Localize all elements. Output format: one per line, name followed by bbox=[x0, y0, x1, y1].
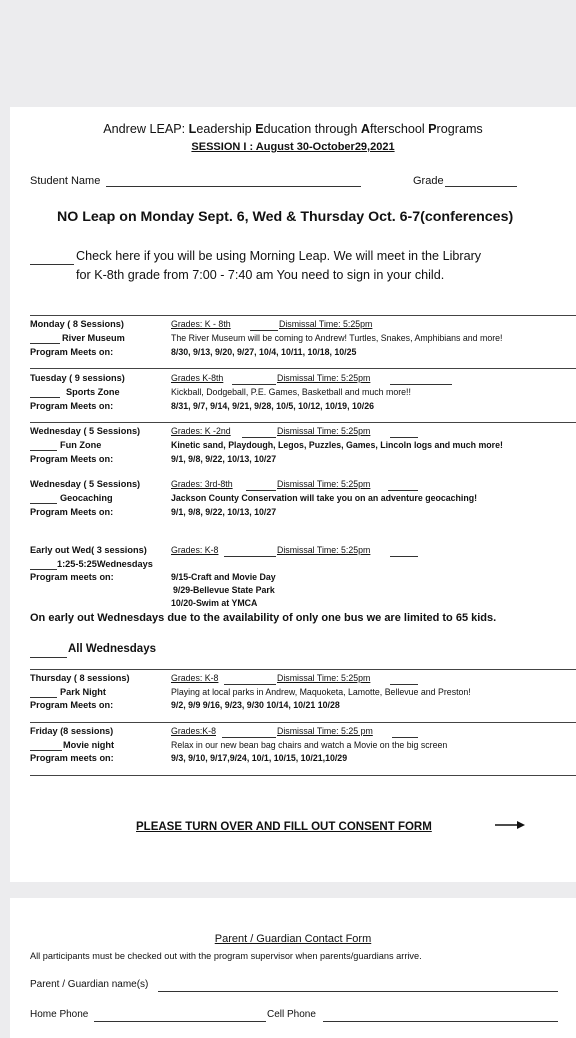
grades: Grades: K -2nd bbox=[171, 426, 231, 436]
description: Kinetic sand, Playdough, Legos, Puzzles, Games, Lincoln logs and much more! bbox=[171, 440, 503, 450]
description: Kickball, Dodgeball, P.E. Games, Basketball and much more!! bbox=[171, 387, 411, 397]
signup-blank[interactable] bbox=[30, 450, 57, 451]
program-day: Thursday ( 8 sessions) bbox=[30, 673, 130, 683]
description: Playing at local parks in Andrew, Maquoketa, Lamotte, Bellevue and Preston! bbox=[171, 687, 471, 697]
underline bbox=[390, 384, 452, 385]
cell-phone-label: Cell Phone bbox=[267, 1009, 316, 1020]
underline bbox=[222, 737, 276, 738]
dates: 9/1, 9/8, 9/22, 10/13, 10/27 bbox=[171, 454, 277, 464]
grades: Grades:K-8 bbox=[171, 726, 216, 736]
signup-blank[interactable] bbox=[30, 569, 57, 570]
program-name: River Museum bbox=[62, 333, 125, 343]
turn-over-notice: PLEASE TURN OVER AND FILL OUT CONSENT FORM bbox=[136, 821, 432, 833]
cell-phone-field[interactable] bbox=[323, 1021, 558, 1022]
program-name: Sports Zone bbox=[66, 387, 120, 397]
no-leap-notice: NO Leap on Monday Sept. 6, Wed & Thursday Oct. 6-7(conferences) bbox=[57, 209, 514, 225]
underline bbox=[250, 330, 278, 331]
dates: 8/31, 9/7, 9/14, 9/21, 9/28, 10/5, 10/12, 10/19, 10/26 bbox=[171, 401, 374, 411]
dates: 8/30, 9/13, 9/20, 9/27, 10/4, 10/11, 10/18, 10/25 bbox=[171, 347, 357, 357]
bus-limit-warning: On early out Wednesdays due to the availability of only one bus we are limited to 65 kids. bbox=[30, 612, 497, 624]
home-phone-label: Home Phone bbox=[30, 1009, 89, 1020]
program-name: Geocaching bbox=[60, 493, 113, 503]
program-day: Friday (8 sessions) bbox=[30, 726, 114, 736]
dismissal-time: Dismissal Time: 5:25pm bbox=[277, 545, 371, 555]
description: Relax in our new bean bag chairs and watch a Movie on the big screen bbox=[171, 740, 448, 750]
dates: 9/1, 9/8, 9/22, 10/13, 10/27 bbox=[171, 507, 277, 517]
all-wednesdays-label: All Wednesdays bbox=[68, 643, 156, 655]
dismissal-time: Dismissal Time: 5:25pm bbox=[277, 373, 371, 383]
divider bbox=[30, 422, 576, 423]
meets-label: Program meets on: bbox=[30, 572, 114, 582]
contact-form-title: Parent / Guardian Contact Form bbox=[214, 933, 372, 945]
morning-leap-line1: Check here if you will be using Morning Leap. We will meet in the Library bbox=[76, 249, 482, 263]
early-out-date-3: 10/20-Swim at YMCA bbox=[171, 598, 258, 608]
dismissal-time: Dismissal Time: 5:25 pm bbox=[277, 726, 373, 736]
underline bbox=[232, 384, 276, 385]
dismissal-time: Dismissal Time: 5:25pm bbox=[279, 319, 373, 329]
grade-field[interactable] bbox=[445, 186, 517, 187]
grade-label: Grade bbox=[413, 175, 444, 187]
meets-label: Program Meets on: bbox=[30, 700, 114, 710]
underline bbox=[242, 437, 276, 438]
morning-leap-line2: for K-8th grade from 7:00 - 7:40 am You need to sign in your child. bbox=[76, 268, 445, 282]
grades: Grades: K-8 bbox=[171, 545, 219, 555]
parent-name-label: Parent / Guardian name(s) bbox=[30, 979, 149, 990]
program-name: 1:25-5:25Wednesdays bbox=[57, 559, 153, 569]
program-name: Park Night bbox=[60, 687, 106, 697]
home-phone-field[interactable] bbox=[94, 1021, 266, 1022]
grades: Grades: K - 8th bbox=[171, 319, 231, 329]
grades: Grades: 3rd-8th bbox=[171, 479, 233, 489]
dismissal-time: Dismissal Time: 5:25pm bbox=[277, 673, 371, 683]
underline bbox=[390, 437, 418, 438]
underline bbox=[388, 490, 418, 491]
meets-label: Program Meets on: bbox=[30, 401, 114, 411]
early-out-date-1: 9/15-Craft and Movie Day bbox=[171, 572, 276, 582]
signup-blank[interactable] bbox=[30, 697, 57, 698]
meets-label: Program Meets on: bbox=[30, 454, 114, 464]
program-day: Wednesday ( 5 Sessions) bbox=[30, 479, 141, 489]
divider bbox=[30, 315, 576, 316]
dismissal-time: Dismissal Time: 5:25pm bbox=[277, 426, 371, 436]
underline bbox=[390, 684, 418, 685]
underline bbox=[224, 684, 276, 685]
divider bbox=[30, 722, 576, 723]
grades: Grades K-8th bbox=[171, 373, 224, 383]
underline bbox=[390, 556, 418, 557]
student-name-label: Student Name bbox=[30, 175, 101, 187]
signup-blank[interactable] bbox=[30, 397, 60, 398]
program-day: Monday ( 8 Sessions) bbox=[30, 319, 124, 329]
meets-label: Program meets on: bbox=[30, 753, 114, 763]
signup-blank[interactable] bbox=[30, 503, 57, 504]
underline bbox=[246, 490, 276, 491]
signup-blank[interactable] bbox=[30, 750, 62, 751]
program-day: Wednesday ( 5 Sessions) bbox=[30, 426, 141, 436]
program-name: Fun Zone bbox=[60, 440, 102, 450]
meets-label: Program Meets on: bbox=[30, 347, 114, 357]
signup-blank[interactable] bbox=[30, 343, 60, 344]
student-name-field[interactable] bbox=[106, 186, 361, 187]
meets-label: Program Meets on: bbox=[30, 507, 114, 517]
divider bbox=[30, 368, 576, 369]
divider bbox=[30, 669, 576, 670]
contact-form-page bbox=[10, 898, 576, 1038]
description: The River Museum will be coming to Andrew! Turtles, Snakes, Amphibians and more! bbox=[171, 333, 503, 343]
underline bbox=[392, 737, 418, 738]
arrow-right-icon bbox=[494, 819, 526, 831]
dates: 9/3, 9/10, 9/17,9/24, 10/1, 10/15, 10/21,10/29 bbox=[171, 753, 348, 763]
session-dates: SESSION I : August 30-October29,2021 bbox=[191, 141, 395, 153]
divider bbox=[30, 775, 576, 776]
program-title: Andrew LEAP: Leadership Education through Afterschool Programs bbox=[103, 122, 483, 136]
program-day: Early out Wed( 3 sessions) bbox=[30, 545, 147, 555]
underline bbox=[224, 556, 276, 557]
program-name: Movie night bbox=[63, 740, 115, 750]
description: Jackson County Conservation will take you on an adventure geocaching! bbox=[171, 493, 478, 503]
early-out-date-2: 9/29-Bellevue State Park bbox=[173, 585, 275, 595]
flyer-page bbox=[10, 107, 576, 882]
program-day: Tuesday ( 9 sessions) bbox=[30, 373, 125, 383]
morning-leap-checkbox[interactable] bbox=[30, 264, 74, 265]
dates: 9/2, 9/9 9/16, 9/23, 9/30 10/14, 10/21 10/28 bbox=[171, 700, 340, 710]
all-wednesdays-blank[interactable] bbox=[30, 657, 67, 658]
parent-name-field[interactable] bbox=[158, 991, 558, 992]
checkout-note: All participants must be checked out with the program supervisor when parents/guardians arrive. bbox=[30, 951, 422, 961]
dismissal-time: Dismissal Time: 5:25pm bbox=[277, 479, 371, 489]
grades: Grades: K-8 bbox=[171, 673, 219, 683]
